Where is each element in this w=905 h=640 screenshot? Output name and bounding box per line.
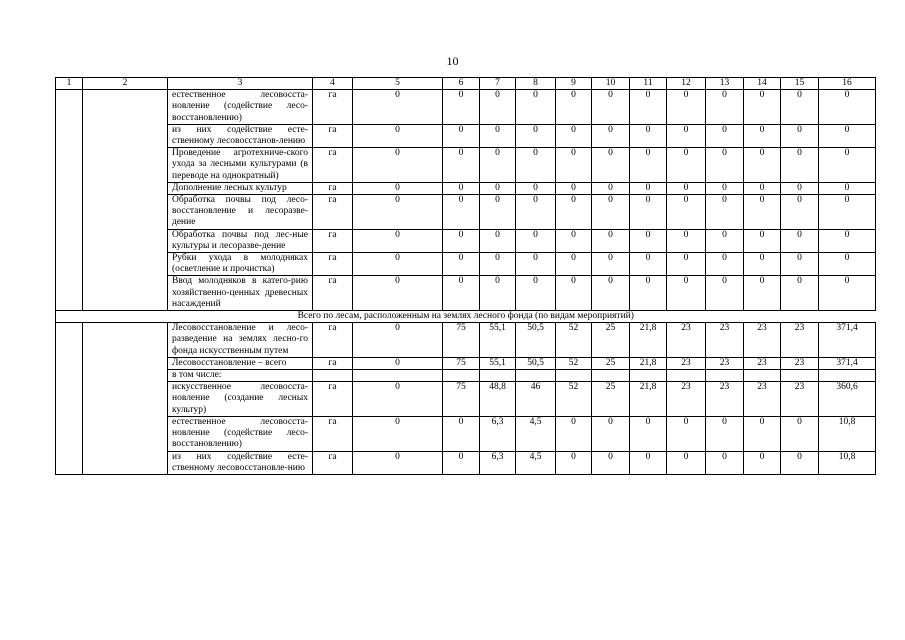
value-cell bbox=[630, 370, 667, 382]
value-cell: 75 bbox=[443, 357, 480, 369]
value-cell: 23 bbox=[744, 382, 781, 417]
value-cell: 0 bbox=[667, 90, 706, 125]
unit-cell: га bbox=[313, 416, 353, 451]
table-row bbox=[56, 416, 876, 451]
value-cell: 0 bbox=[592, 416, 630, 451]
value-cell: 0 bbox=[744, 451, 781, 474]
value-cell: 0 bbox=[516, 148, 556, 183]
value-cell: 52 bbox=[556, 382, 592, 417]
value-cell: 0 bbox=[353, 416, 443, 451]
value-cell: 23 bbox=[781, 323, 819, 358]
value-cell: 0 bbox=[556, 195, 592, 230]
value-cell: 0 bbox=[744, 90, 781, 125]
value-cell: 50,5 bbox=[516, 357, 556, 369]
cell-col1 bbox=[56, 451, 83, 474]
table-row bbox=[56, 148, 876, 183]
value-cell: 25 bbox=[592, 323, 630, 358]
value-cell: 0 bbox=[592, 451, 630, 474]
value-cell: 0 bbox=[630, 276, 667, 311]
value-cell: 0 bbox=[781, 124, 819, 147]
value-cell: 0 bbox=[592, 148, 630, 183]
table-row bbox=[56, 276, 876, 311]
value-cell bbox=[781, 370, 819, 382]
value-cell: 0 bbox=[443, 276, 480, 311]
value-cell: 6,3 bbox=[480, 416, 516, 451]
value-cell: 55,1 bbox=[480, 357, 516, 369]
value-cell: 0 bbox=[443, 182, 480, 194]
value-cell: 0 bbox=[781, 148, 819, 183]
value-cell: 0 bbox=[706, 276, 744, 311]
value-cell: 0 bbox=[706, 451, 744, 474]
unit-cell: га bbox=[313, 90, 353, 125]
activity-description: Лесовосстановление – всего bbox=[168, 357, 313, 369]
table-row bbox=[56, 90, 876, 125]
cell-col1 bbox=[56, 124, 83, 147]
column-number: 5 bbox=[353, 78, 443, 90]
value-cell: 75 bbox=[443, 323, 480, 358]
value-cell: 0 bbox=[516, 276, 556, 311]
column-number: 15 bbox=[781, 78, 819, 90]
value-cell bbox=[744, 370, 781, 382]
value-cell bbox=[556, 370, 592, 382]
value-cell: 0 bbox=[781, 229, 819, 252]
value-cell: 0 bbox=[819, 276, 876, 311]
activity-description: Лесовосстановление и лесо-разведение на землях лесно-го фонда искусственным путем bbox=[168, 323, 313, 358]
value-cell: 0 bbox=[630, 416, 667, 451]
value-cell: 0 bbox=[443, 195, 480, 230]
value-cell: 0 bbox=[353, 451, 443, 474]
cell-col2 bbox=[83, 229, 168, 252]
value-cell: 46 bbox=[516, 382, 556, 417]
value-cell: 360,6 bbox=[819, 382, 876, 417]
value-cell: 0 bbox=[744, 195, 781, 230]
value-cell: 0 bbox=[516, 182, 556, 194]
cell-col2 bbox=[83, 416, 168, 451]
table-row bbox=[56, 229, 876, 252]
value-cell: 0 bbox=[592, 276, 630, 311]
value-cell: 10,8 bbox=[819, 416, 876, 451]
value-cell: 0 bbox=[819, 195, 876, 230]
value-cell: 0 bbox=[781, 195, 819, 230]
value-cell bbox=[353, 370, 443, 382]
value-cell: 23 bbox=[706, 357, 744, 369]
unit-cell: га bbox=[313, 229, 353, 252]
value-cell: 0 bbox=[556, 451, 592, 474]
value-cell: 0 bbox=[443, 416, 480, 451]
activity-description: в том числе: bbox=[168, 370, 313, 382]
cell-col2 bbox=[83, 357, 168, 369]
section-title: Всего по лесам, расположенным на землях лесного фонда (по видам мероприятий) bbox=[56, 311, 876, 323]
value-cell: 0 bbox=[706, 90, 744, 125]
value-cell: 0 bbox=[630, 229, 667, 252]
value-cell: 0 bbox=[667, 451, 706, 474]
column-number: 1 bbox=[56, 78, 83, 90]
value-cell: 23 bbox=[667, 357, 706, 369]
value-cell bbox=[592, 370, 630, 382]
value-cell: 23 bbox=[706, 323, 744, 358]
value-cell: 0 bbox=[706, 195, 744, 230]
activity-description: Рубки ухода в молодняках (осветление и прочистка) bbox=[168, 253, 313, 276]
value-cell: 0 bbox=[592, 124, 630, 147]
value-cell: 0 bbox=[667, 253, 706, 276]
table-row bbox=[56, 370, 876, 382]
value-cell: 0 bbox=[480, 229, 516, 252]
forest-activities-table bbox=[55, 77, 876, 475]
value-cell: 0 bbox=[353, 253, 443, 276]
value-cell: 0 bbox=[516, 195, 556, 230]
value-cell: 0 bbox=[706, 416, 744, 451]
value-cell: 75 bbox=[443, 382, 480, 417]
section-row bbox=[56, 311, 876, 323]
value-cell: 371,4 bbox=[819, 323, 876, 358]
value-cell: 0 bbox=[353, 276, 443, 311]
value-cell: 0 bbox=[781, 416, 819, 451]
value-cell: 52 bbox=[556, 357, 592, 369]
column-number: 11 bbox=[630, 78, 667, 90]
value-cell: 0 bbox=[480, 276, 516, 311]
value-cell: 0 bbox=[556, 124, 592, 147]
value-cell: 0 bbox=[480, 195, 516, 230]
value-cell: 0 bbox=[667, 148, 706, 183]
value-cell: 0 bbox=[630, 451, 667, 474]
value-cell: 0 bbox=[667, 416, 706, 451]
cell-col1 bbox=[56, 195, 83, 230]
value-cell: 21,8 bbox=[630, 323, 667, 358]
cell-col1 bbox=[56, 253, 83, 276]
page-number: 10 bbox=[446, 54, 459, 68]
column-number: 7 bbox=[480, 78, 516, 90]
column-number: 4 bbox=[313, 78, 353, 90]
unit-cell: га bbox=[313, 357, 353, 369]
value-cell: 50,5 bbox=[516, 323, 556, 358]
value-cell: 0 bbox=[443, 253, 480, 276]
value-cell: 0 bbox=[819, 182, 876, 194]
value-cell: 0 bbox=[480, 253, 516, 276]
cell-col2 bbox=[83, 276, 168, 311]
value-cell: 0 bbox=[744, 253, 781, 276]
value-cell: 21,8 bbox=[630, 382, 667, 417]
column-number: 14 bbox=[744, 78, 781, 90]
value-cell: 0 bbox=[706, 182, 744, 194]
unit-cell: га bbox=[313, 182, 353, 194]
value-cell: 0 bbox=[353, 195, 443, 230]
value-cell: 0 bbox=[353, 148, 443, 183]
value-cell: 0 bbox=[819, 124, 876, 147]
value-cell bbox=[516, 370, 556, 382]
value-cell: 0 bbox=[556, 253, 592, 276]
cell-col1 bbox=[56, 229, 83, 252]
value-cell: 0 bbox=[744, 124, 781, 147]
value-cell: 25 bbox=[592, 382, 630, 417]
table-row bbox=[56, 124, 876, 147]
value-cell: 0 bbox=[556, 416, 592, 451]
activity-description: естественное лесовосста-новление (содействие лесо-восстановлению) bbox=[168, 416, 313, 451]
cell-col2 bbox=[83, 90, 168, 125]
value-cell: 0 bbox=[556, 276, 592, 311]
value-cell: 0 bbox=[781, 276, 819, 311]
column-number: 2 bbox=[83, 78, 168, 90]
value-cell: 0 bbox=[781, 253, 819, 276]
value-cell: 0 bbox=[443, 229, 480, 252]
value-cell: 0 bbox=[353, 323, 443, 358]
cell-col1 bbox=[56, 323, 83, 358]
value-cell: 0 bbox=[744, 148, 781, 183]
value-cell: 0 bbox=[781, 90, 819, 125]
value-cell: 0 bbox=[744, 276, 781, 311]
unit-cell: га bbox=[313, 148, 353, 183]
unit-cell: га bbox=[313, 124, 353, 147]
value-cell bbox=[706, 370, 744, 382]
value-cell: 23 bbox=[667, 382, 706, 417]
table-row bbox=[56, 323, 876, 358]
unit-cell: га bbox=[313, 451, 353, 474]
column-number: 16 bbox=[819, 78, 876, 90]
table-row bbox=[56, 382, 876, 417]
value-cell: 23 bbox=[667, 323, 706, 358]
value-cell: 0 bbox=[630, 148, 667, 183]
activity-description: Дополнение лесных культур bbox=[168, 182, 313, 194]
cell-col2 bbox=[83, 148, 168, 183]
unit-cell: га bbox=[313, 276, 353, 311]
value-cell: 0 bbox=[667, 229, 706, 252]
cell-col2 bbox=[83, 195, 168, 230]
table-row bbox=[56, 451, 876, 474]
cell-col2 bbox=[83, 182, 168, 194]
value-cell: 48,8 bbox=[480, 382, 516, 417]
value-cell: 0 bbox=[353, 90, 443, 125]
unit-cell: га bbox=[313, 253, 353, 276]
activity-description: Ввод молодняков в катего-рию хозяйственно-ценных древесных насаждений bbox=[168, 276, 313, 311]
value-cell: 0 bbox=[353, 229, 443, 252]
cell-col1 bbox=[56, 90, 83, 125]
value-cell: 0 bbox=[516, 253, 556, 276]
value-cell: 0 bbox=[556, 182, 592, 194]
value-cell: 0 bbox=[516, 90, 556, 125]
table-row bbox=[56, 357, 876, 369]
cell-col1 bbox=[56, 148, 83, 183]
value-cell: 52 bbox=[556, 323, 592, 358]
value-cell: 0 bbox=[744, 416, 781, 451]
column-number: 10 bbox=[592, 78, 630, 90]
cell-col2 bbox=[83, 124, 168, 147]
value-cell: 0 bbox=[706, 124, 744, 147]
value-cell: 0 bbox=[781, 451, 819, 474]
cell-col2 bbox=[83, 253, 168, 276]
activity-description: Обработка почвы под лесо-восстановление и лесоразве-дение bbox=[168, 195, 313, 230]
value-cell: 0 bbox=[480, 90, 516, 125]
value-cell: 0 bbox=[353, 382, 443, 417]
value-cell: 0 bbox=[819, 90, 876, 125]
cell-col1 bbox=[56, 370, 83, 382]
value-cell: 0 bbox=[667, 276, 706, 311]
value-cell: 23 bbox=[706, 382, 744, 417]
value-cell bbox=[480, 370, 516, 382]
value-cell: 55,1 bbox=[480, 323, 516, 358]
value-cell: 0 bbox=[630, 124, 667, 147]
value-cell: 0 bbox=[667, 195, 706, 230]
value-cell: 23 bbox=[744, 323, 781, 358]
value-cell: 0 bbox=[667, 182, 706, 194]
value-cell: 0 bbox=[353, 124, 443, 147]
table-row bbox=[56, 195, 876, 230]
value-cell: 0 bbox=[443, 148, 480, 183]
column-number: 8 bbox=[516, 78, 556, 90]
value-cell: 0 bbox=[819, 229, 876, 252]
activity-description: Проведение агротехниче-ского ухода за лесными культурами (в переводе на однократный) bbox=[168, 148, 313, 183]
table-row bbox=[56, 253, 876, 276]
cell-col2 bbox=[83, 370, 168, 382]
value-cell: 0 bbox=[819, 253, 876, 276]
column-number: 3 bbox=[168, 78, 313, 90]
value-cell: 0 bbox=[353, 182, 443, 194]
cell-col2 bbox=[83, 382, 168, 417]
activity-description: из них содействие есте-ственному лесовосстанов-лению bbox=[168, 124, 313, 147]
value-cell: 0 bbox=[744, 229, 781, 252]
cell-col1 bbox=[56, 276, 83, 311]
value-cell bbox=[819, 370, 876, 382]
value-cell: 0 bbox=[592, 195, 630, 230]
value-cell: 0 bbox=[592, 90, 630, 125]
value-cell: 0 bbox=[556, 229, 592, 252]
value-cell: 0 bbox=[480, 124, 516, 147]
unit-cell: га bbox=[313, 382, 353, 417]
value-cell: 10,8 bbox=[819, 451, 876, 474]
value-cell: 25 bbox=[592, 357, 630, 369]
value-cell: 0 bbox=[443, 124, 480, 147]
value-cell: 0 bbox=[592, 253, 630, 276]
value-cell: 4,5 bbox=[516, 416, 556, 451]
activity-description: Обработка почвы под лес-ные культуры и лесоразве-дение bbox=[168, 229, 313, 252]
value-cell: 0 bbox=[592, 182, 630, 194]
value-cell: 0 bbox=[443, 90, 480, 125]
value-cell: 0 bbox=[630, 195, 667, 230]
value-cell: 0 bbox=[781, 182, 819, 194]
value-cell: 371,4 bbox=[819, 357, 876, 369]
unit-cell: га bbox=[313, 195, 353, 230]
value-cell: 0 bbox=[516, 124, 556, 147]
value-cell: 0 bbox=[706, 148, 744, 183]
value-cell: 0 bbox=[480, 148, 516, 183]
value-cell: 0 bbox=[516, 229, 556, 252]
value-cell: 0 bbox=[443, 451, 480, 474]
value-cell: 0 bbox=[630, 182, 667, 194]
activity-description: естественное лесовосста-новление (содействие лесо-восстановлению) bbox=[168, 90, 313, 125]
value-cell: 23 bbox=[781, 382, 819, 417]
value-cell: 0 bbox=[706, 229, 744, 252]
column-number: 6 bbox=[443, 78, 480, 90]
value-cell: 0 bbox=[353, 357, 443, 369]
value-cell: 0 bbox=[630, 90, 667, 125]
value-cell: 0 bbox=[744, 182, 781, 194]
column-number: 13 bbox=[706, 78, 744, 90]
value-cell: 0 bbox=[667, 124, 706, 147]
header-row bbox=[56, 78, 876, 90]
value-cell: 0 bbox=[630, 253, 667, 276]
cell-col2 bbox=[83, 451, 168, 474]
value-cell bbox=[667, 370, 706, 382]
activity-description: из них содействие есте-ственному лесовосстановле-нию bbox=[168, 451, 313, 474]
table-row bbox=[56, 182, 876, 194]
unit-cell bbox=[313, 370, 353, 382]
value-cell: 21,8 bbox=[630, 357, 667, 369]
value-cell: 0 bbox=[556, 90, 592, 125]
value-cell: 23 bbox=[781, 357, 819, 369]
cell-col2 bbox=[83, 323, 168, 358]
cell-col1 bbox=[56, 357, 83, 369]
unit-cell: га bbox=[313, 323, 353, 358]
value-cell: 0 bbox=[819, 148, 876, 183]
value-cell: 23 bbox=[744, 357, 781, 369]
activity-description: искусственное лесовосста-новление (создание лесных культур) bbox=[168, 382, 313, 417]
cell-col1 bbox=[56, 182, 83, 194]
value-cell: 0 bbox=[592, 229, 630, 252]
value-cell bbox=[443, 370, 480, 382]
cell-col1 bbox=[56, 416, 83, 451]
value-cell: 6,3 bbox=[480, 451, 516, 474]
column-number: 12 bbox=[667, 78, 706, 90]
value-cell: 0 bbox=[480, 182, 516, 194]
cell-col1 bbox=[56, 382, 83, 417]
value-cell: 0 bbox=[706, 253, 744, 276]
value-cell: 0 bbox=[556, 148, 592, 183]
value-cell: 4,5 bbox=[516, 451, 556, 474]
column-number: 9 bbox=[556, 78, 592, 90]
